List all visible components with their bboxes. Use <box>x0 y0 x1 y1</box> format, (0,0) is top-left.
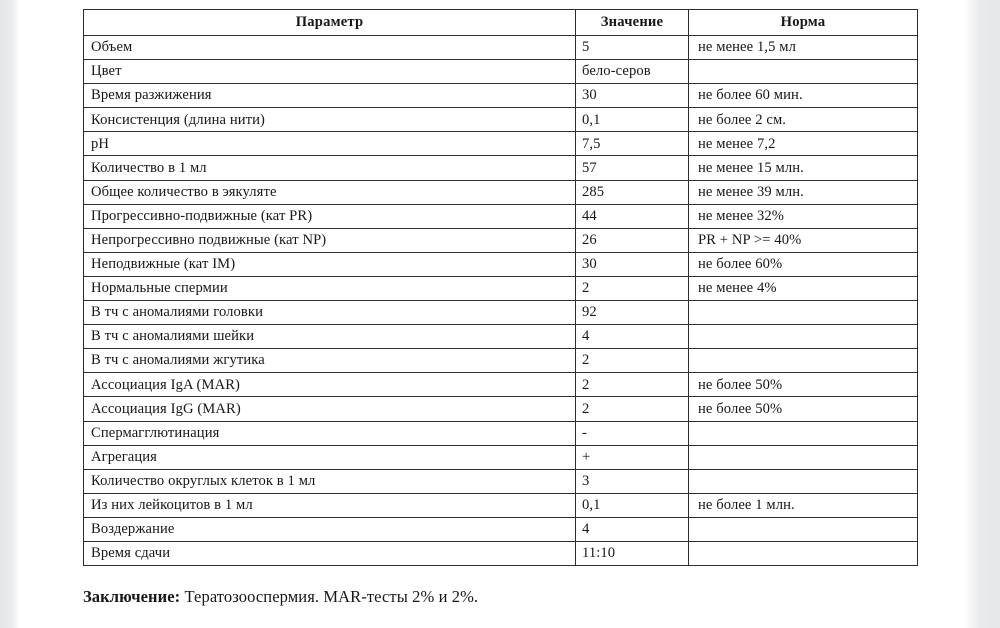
cell-parameter: Ассоциация IgA (MAR) <box>84 373 576 397</box>
table-row <box>84 36 918 60</box>
cell-value: 44 <box>576 204 689 228</box>
cell-norm <box>689 421 918 445</box>
table-row <box>84 132 918 156</box>
cell-norm: не более 60 мин. <box>689 84 918 108</box>
cell-norm: не менее 15 млн. <box>689 156 918 180</box>
cell-value: 7,5 <box>576 132 689 156</box>
table-row <box>84 397 918 421</box>
cell-parameter: В тч с аномалиями головки <box>84 301 576 325</box>
cell-value: 4 <box>576 517 689 541</box>
cell-norm: не более 60% <box>689 252 918 276</box>
cell-norm <box>689 517 918 541</box>
cell-value: 92 <box>576 301 689 325</box>
conclusion-label: Заключение: <box>83 587 181 606</box>
table-row <box>84 156 918 180</box>
table-row <box>84 349 918 373</box>
conclusion-line <box>83 589 478 606</box>
cell-parameter: Ассоциация IgG (MAR) <box>84 397 576 421</box>
cell-norm: не менее 7,2 <box>689 132 918 156</box>
cell-norm: не менее 4% <box>689 276 918 300</box>
cell-norm: не более 50% <box>689 373 918 397</box>
cell-value: 26 <box>576 228 689 252</box>
cell-norm: не более 50% <box>689 397 918 421</box>
cell-norm: PR + NP >= 40% <box>689 228 918 252</box>
cell-parameter: Общее количество в эякуляте <box>84 180 576 204</box>
table-row <box>84 445 918 469</box>
table-row <box>84 541 918 565</box>
cell-parameter: Консистенция (длина нити) <box>84 108 576 132</box>
cell-value: 0,1 <box>576 108 689 132</box>
cell-norm <box>689 469 918 493</box>
cell-value: 2 <box>576 397 689 421</box>
semen-analysis-table <box>83 9 918 566</box>
cell-value: + <box>576 445 689 469</box>
page-left-gutter <box>0 0 20 628</box>
cell-parameter: Время сдачи <box>84 541 576 565</box>
cell-value: 0,1 <box>576 493 689 517</box>
cell-norm: не более 2 см. <box>689 108 918 132</box>
table-row <box>84 373 918 397</box>
cell-norm: не менее 39 млн. <box>689 180 918 204</box>
table-header-row <box>84 10 918 36</box>
cell-parameter: Неподвижные (кат IM) <box>84 252 576 276</box>
cell-parameter: Количество округлых клеток в 1 мл <box>84 469 576 493</box>
cell-parameter: Непрогрессивно подвижные (кат NP) <box>84 228 576 252</box>
cell-norm: не менее 32% <box>689 204 918 228</box>
cell-value: - <box>576 421 689 445</box>
cell-value: 30 <box>576 252 689 276</box>
cell-value: 30 <box>576 84 689 108</box>
cell-parameter: Нормальные спермии <box>84 276 576 300</box>
table-row <box>84 421 918 445</box>
column-header-parameter: Параметр <box>84 10 576 36</box>
cell-parameter: Объем <box>84 36 576 60</box>
cell-parameter: Количество в 1 мл <box>84 156 576 180</box>
column-header-norm: Норма <box>689 10 918 36</box>
cell-value: 5 <box>576 36 689 60</box>
table-row <box>84 276 918 300</box>
cell-value: 285 <box>576 180 689 204</box>
table-row <box>84 301 918 325</box>
column-header-value: Значение <box>576 10 689 36</box>
cell-norm: не более 1 млн. <box>689 493 918 517</box>
cell-norm <box>689 445 918 469</box>
table-row <box>84 469 918 493</box>
conclusion-text: Тератозооспермия. MAR-тесты 2% и 2%. <box>180 587 479 606</box>
cell-parameter: Воздержание <box>84 517 576 541</box>
cell-parameter: Прогрессивно-подвижные (кат PR) <box>84 204 576 228</box>
table-row <box>84 252 918 276</box>
cell-parameter: Цвет <box>84 60 576 84</box>
cell-parameter: В тч с аномалиями жгутика <box>84 349 576 373</box>
table-row <box>84 60 918 84</box>
cell-parameter: Агрегация <box>84 445 576 469</box>
cell-parameter: Спермагглютинация <box>84 421 576 445</box>
table-row <box>84 180 918 204</box>
cell-value: 11:10 <box>576 541 689 565</box>
table-header <box>84 10 918 36</box>
cell-value: бело-серов <box>576 60 689 84</box>
table-row <box>84 325 918 349</box>
cell-parameter: В тч с аномалиями шейки <box>84 325 576 349</box>
cell-parameter: Время разжижения <box>84 84 576 108</box>
cell-value: 2 <box>576 373 689 397</box>
cell-value: 4 <box>576 325 689 349</box>
table-row <box>84 204 918 228</box>
cell-parameter: pH <box>84 132 576 156</box>
cell-norm <box>689 541 918 565</box>
table-body <box>84 36 918 566</box>
cell-value: 3 <box>576 469 689 493</box>
cell-norm <box>689 301 918 325</box>
table-row <box>84 493 918 517</box>
cell-norm: не менее 1,5 мл <box>689 36 918 60</box>
cell-norm <box>689 325 918 349</box>
table-row <box>84 228 918 252</box>
cell-value: 2 <box>576 276 689 300</box>
cell-value: 57 <box>576 156 689 180</box>
table-row <box>84 108 918 132</box>
page-right-gutter <box>964 0 1000 628</box>
cell-parameter: Из них лейкоцитов в 1 мл <box>84 493 576 517</box>
table-row <box>84 517 918 541</box>
cell-norm <box>689 60 918 84</box>
cell-norm <box>689 349 918 373</box>
table-row <box>84 84 918 108</box>
cell-value: 2 <box>576 349 689 373</box>
